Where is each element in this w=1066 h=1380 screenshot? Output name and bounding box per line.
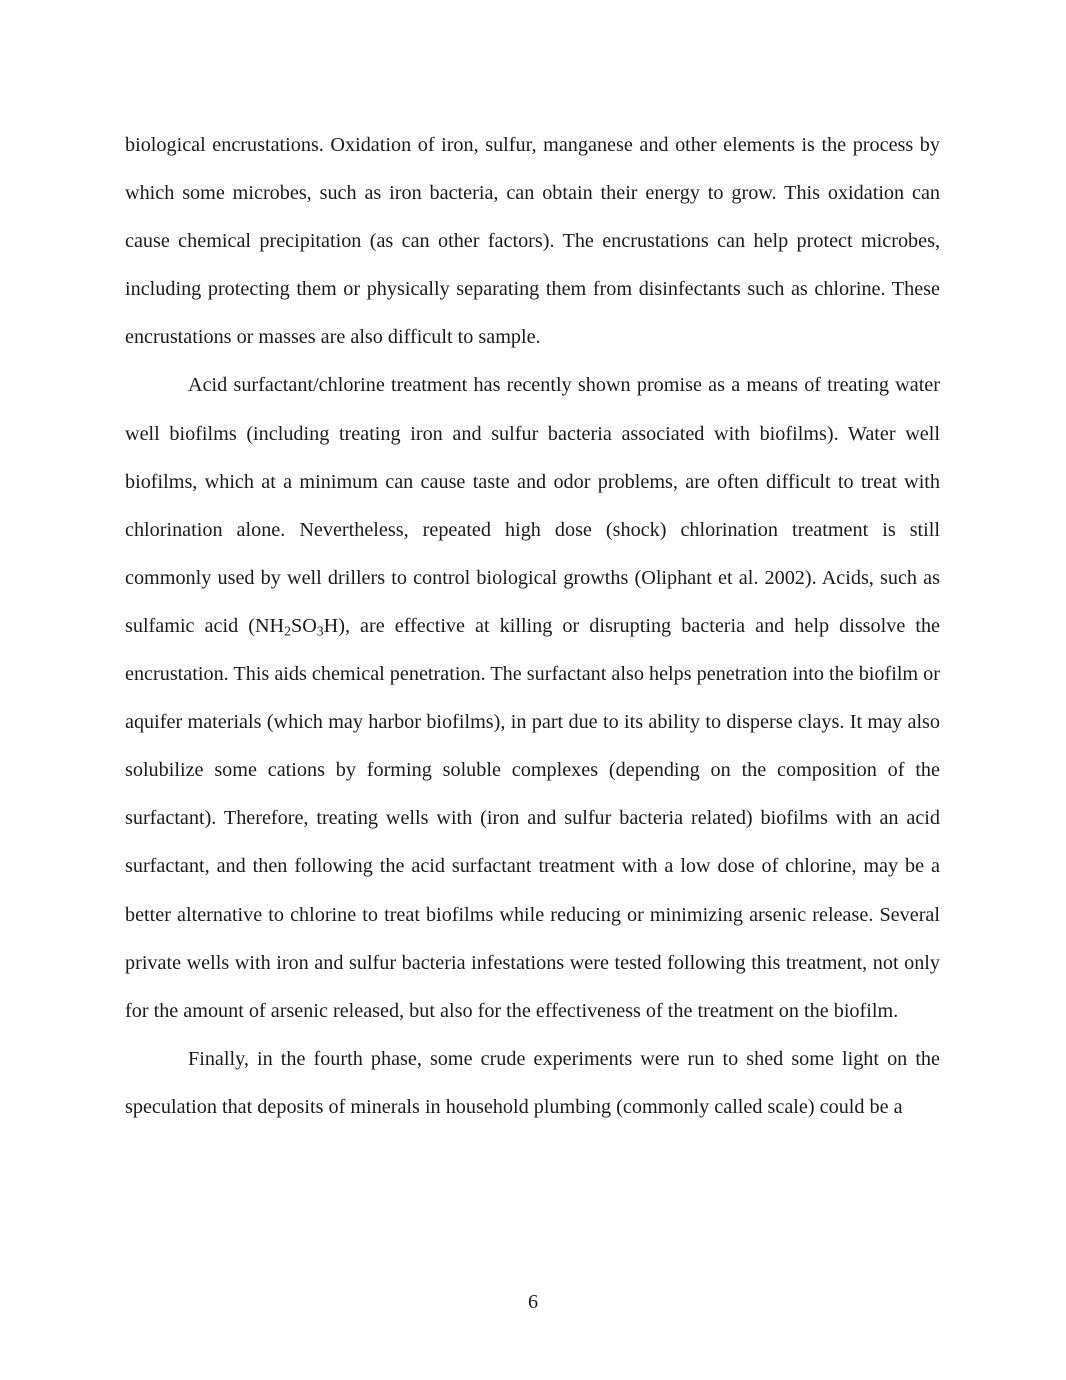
paragraph-acid-surfactant xyxy=(125,361,940,1034)
subscript-2: 2 xyxy=(284,623,291,639)
page-number: 6 xyxy=(527,1291,539,1313)
paragraph-acid-surfactant-part-3: H), are effective at killing or disrupting bacteria and help dissolve the encrustation. This aids chemical penetration. The surfactant also helps penetration into the biofilm or aquifer materials (which may harbor biofilms), in part due to its ability to disperse clays. It may also solubilize some cations by forming soluble complexes (depending on the composition of the surfactant). Therefore, treating wells with (iron and sulfur bacteria related) biofilms with an acid surfactant, and then following the acid surfactant treatment with a low dose of chlorine, may be a better alternative to chlorine to treat biofilms while reducing or minimizing arsenic release. Several private wells with iron and sulfur bacteria infestations were tested following this treatment, not only for the amount of arsenic released, but also for the effectiveness of the treatment on the biofilm. xyxy=(125,614,940,1022)
body-text xyxy=(125,121,940,1131)
paragraph-fourth-phase: Finally, in the fourth phase, some crude experiments were run to shed some light on the speculation that deposits of minerals in household plumbing (commonly called scale) could be a xyxy=(125,1047,940,1118)
paragraph-acid-surfactant-part-1: Acid surfactant/chlorine treatment has recently shown promise as a means of treating water well biofilms (including treating iron and sulfur bacteria associated with biofilms). Water well biofilms, which at a minimum can cause taste and odor problems, are often difficult to treat with chlorination alone. Nevertheless, repeated high dose (shock) chlorination treatment is still commonly used by well drillers to control biological growths (Oliphant et al. 2002). Acids, such as sulfamic acid (NH xyxy=(125,374,940,637)
paragraph-acid-surfactant-part-2: SO xyxy=(290,614,317,637)
paragraph-encrustations: biological encrustations. Oxidation of iron, sulfur, manganese and other elements is the process by which some microbes, such as iron bacteria, can obtain their energy to grow. This oxidation can cause chemical precipitation (as can other factors). The encrustations can help protect microbes, including protecting them or physically separating them from disinfectants such as chlorine. These encrustations or masses are also difficult to sample. xyxy=(125,134,940,349)
subscript-3: 3 xyxy=(316,623,324,639)
